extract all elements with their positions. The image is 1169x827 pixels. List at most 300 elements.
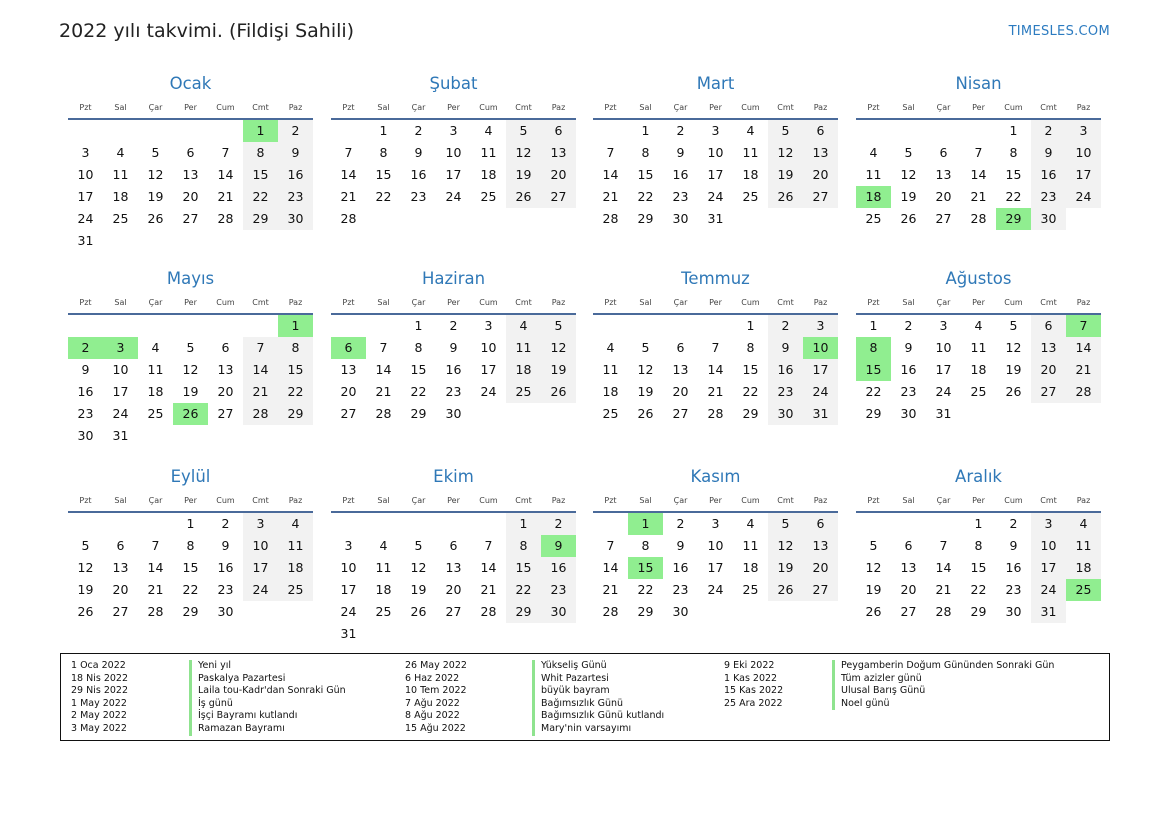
day-cell[interactable]: 11 [1066, 535, 1101, 557]
day-cell[interactable]: 28 [375, 406, 392, 421]
day-cell[interactable]: 10 [77, 167, 94, 182]
day-cell[interactable]: 1 [746, 318, 755, 333]
day-cell[interactable]: 28 [340, 211, 357, 226]
day-cell[interactable]: 4 [151, 340, 160, 355]
day-cell[interactable]: 18 [375, 582, 392, 597]
day-cell[interactable]: 3 [243, 513, 278, 535]
day-cell[interactable]: 4 [974, 318, 983, 333]
day-cell[interactable]: 3 [449, 123, 458, 138]
day-cell[interactable]: 31 [340, 626, 357, 641]
day-cell[interactable]: 25 [147, 406, 164, 421]
day-cell[interactable]: 11 [506, 337, 541, 359]
day-cell[interactable]: 18 [742, 560, 759, 575]
holiday-day-cell[interactable]: 8 [856, 337, 891, 359]
holiday-day-cell[interactable]: 15 [628, 557, 663, 579]
day-cell[interactable]: 14 [147, 560, 164, 575]
day-cell[interactable]: 31 [707, 211, 724, 226]
day-cell[interactable]: 20 [1031, 359, 1066, 381]
day-cell[interactable]: 27 [1031, 381, 1066, 403]
day-cell[interactable]: 10 [707, 145, 724, 160]
day-cell[interactable]: 26 [506, 186, 541, 208]
day-cell[interactable]: 26 [768, 186, 803, 208]
day-cell[interactable]: 12 [182, 362, 199, 377]
day-cell[interactable]: 20 [217, 384, 234, 399]
day-cell[interactable]: 13 [935, 167, 952, 182]
day-cell[interactable]: 13 [803, 535, 838, 557]
day-cell[interactable]: 12 [768, 142, 803, 164]
day-cell[interactable]: 26 [900, 211, 917, 226]
day-cell[interactable]: 27 [340, 406, 357, 421]
day-cell[interactable]: 26 [1005, 384, 1022, 399]
day-cell[interactable]: 10 [243, 535, 278, 557]
day-cell[interactable]: 29 [865, 406, 882, 421]
day-cell[interactable]: 29 [182, 604, 199, 619]
day-cell[interactable]: 28 [1066, 381, 1101, 403]
day-cell[interactable]: 8 [243, 142, 278, 164]
day-cell[interactable]: 9 [676, 145, 685, 160]
day-cell[interactable]: 17 [77, 189, 94, 204]
day-cell[interactable]: 9 [449, 340, 458, 355]
holiday-day-cell[interactable]: 9 [541, 535, 576, 557]
day-cell[interactable]: 25 [112, 211, 129, 226]
day-cell[interactable]: 7 [243, 337, 278, 359]
day-cell[interactable]: 5 [869, 538, 878, 553]
day-cell[interactable]: 24 [445, 189, 462, 204]
day-cell[interactable]: 20 [803, 164, 838, 186]
day-cell[interactable]: 24 [1031, 579, 1066, 601]
holiday-day-cell[interactable]: 1 [628, 513, 663, 535]
day-cell[interactable]: 14 [217, 167, 234, 182]
day-cell[interactable]: 24 [707, 189, 724, 204]
day-cell[interactable]: 11 [970, 340, 987, 355]
day-cell[interactable]: 11 [375, 560, 392, 575]
day-cell[interactable]: 15 [375, 167, 392, 182]
day-cell[interactable]: 16 [410, 167, 427, 182]
day-cell[interactable]: 25 [602, 406, 619, 421]
day-cell[interactable]: 19 [541, 359, 576, 381]
day-cell[interactable]: 30 [217, 604, 234, 619]
day-cell[interactable]: 19 [865, 582, 882, 597]
day-cell[interactable]: 13 [803, 142, 838, 164]
day-cell[interactable]: 16 [1005, 560, 1022, 575]
day-cell[interactable]: 25 [970, 384, 987, 399]
day-cell[interactable]: 5 [506, 120, 541, 142]
day-cell[interactable]: 10 [112, 362, 129, 377]
day-cell[interactable]: 21 [935, 582, 952, 597]
day-cell[interactable]: 21 [1066, 359, 1101, 381]
day-cell[interactable]: 14 [243, 359, 278, 381]
day-cell[interactable]: 5 [768, 120, 803, 142]
day-cell[interactable]: 3 [81, 145, 90, 160]
day-cell[interactable]: 31 [1031, 601, 1066, 623]
day-cell[interactable]: 5 [151, 145, 160, 160]
day-cell[interactable]: 7 [221, 145, 230, 160]
day-cell[interactable]: 17 [707, 560, 724, 575]
day-cell[interactable]: 8 [506, 535, 541, 557]
day-cell[interactable]: 2 [449, 318, 458, 333]
day-cell[interactable]: 9 [278, 142, 313, 164]
day-cell[interactable]: 23 [672, 189, 689, 204]
day-cell[interactable]: 2 [541, 513, 576, 535]
day-cell[interactable]: 28 [602, 211, 619, 226]
day-cell[interactable]: 5 [904, 145, 913, 160]
day-cell[interactable]: 14 [602, 560, 619, 575]
day-cell[interactable]: 18 [1066, 557, 1101, 579]
day-cell[interactable]: 8 [974, 538, 983, 553]
day-cell[interactable]: 25 [742, 189, 759, 204]
day-cell[interactable]: 2 [414, 123, 423, 138]
day-cell[interactable]: 27 [182, 211, 199, 226]
day-cell[interactable]: 24 [77, 211, 94, 226]
holiday-day-cell[interactable]: 15 [856, 359, 891, 381]
day-cell[interactable]: 28 [602, 604, 619, 619]
day-cell[interactable]: 24 [803, 381, 838, 403]
day-cell[interactable]: 4 [484, 123, 493, 138]
day-cell[interactable]: 24 [340, 604, 357, 619]
day-cell[interactable]: 30 [445, 406, 462, 421]
day-cell[interactable]: 8 [379, 145, 388, 160]
day-cell[interactable]: 3 [1066, 120, 1101, 142]
day-cell[interactable]: 10 [340, 560, 357, 575]
day-cell[interactable]: 28 [147, 604, 164, 619]
day-cell[interactable]: 20 [112, 582, 129, 597]
day-cell[interactable]: 29 [278, 403, 313, 425]
day-cell[interactable]: 12 [768, 535, 803, 557]
day-cell[interactable]: 11 [742, 145, 759, 160]
day-cell[interactable]: 6 [541, 120, 576, 142]
day-cell[interactable]: 29 [970, 604, 987, 619]
day-cell[interactable]: 22 [278, 381, 313, 403]
day-cell[interactable]: 4 [746, 123, 755, 138]
day-cell[interactable]: 15 [278, 359, 313, 381]
day-cell[interactable]: 29 [506, 601, 541, 623]
day-cell[interactable]: 4 [379, 538, 388, 553]
day-cell[interactable]: 22 [637, 189, 654, 204]
day-cell[interactable]: 31 [935, 406, 952, 421]
day-cell[interactable]: 25 [278, 579, 313, 601]
day-cell[interactable]: 17 [445, 167, 462, 182]
day-cell[interactable]: 19 [506, 164, 541, 186]
day-cell[interactable]: 11 [112, 167, 129, 182]
day-cell[interactable]: 12 [77, 560, 94, 575]
day-cell[interactable]: 22 [637, 582, 654, 597]
day-cell[interactable]: 26 [410, 604, 427, 619]
day-cell[interactable]: 15 [970, 560, 987, 575]
day-cell[interactable]: 25 [742, 582, 759, 597]
day-cell[interactable]: 19 [182, 384, 199, 399]
day-cell[interactable]: 28 [480, 604, 497, 619]
day-cell[interactable]: 21 [243, 381, 278, 403]
day-cell[interactable]: 10 [935, 340, 952, 355]
day-cell[interactable]: 6 [449, 538, 458, 553]
day-cell[interactable]: 1 [1009, 123, 1018, 138]
day-cell[interactable]: 16 [278, 164, 313, 186]
day-cell[interactable]: 8 [278, 337, 313, 359]
day-cell[interactable]: 5 [81, 538, 90, 553]
day-cell[interactable]: 27 [803, 186, 838, 208]
day-cell[interactable]: 21 [707, 384, 724, 399]
day-cell[interactable]: 26 [768, 579, 803, 601]
day-cell[interactable]: 6 [1031, 315, 1066, 337]
holiday-day-cell[interactable]: 6 [331, 337, 366, 359]
day-cell[interactable]: 2 [768, 315, 803, 337]
day-cell[interactable]: 19 [768, 557, 803, 579]
day-cell[interactable]: 12 [865, 560, 882, 575]
holiday-day-cell[interactable]: 1 [278, 315, 313, 337]
day-cell[interactable]: 21 [970, 189, 987, 204]
day-cell[interactable]: 16 [900, 362, 917, 377]
day-cell[interactable]: 22 [970, 582, 987, 597]
holiday-day-cell[interactable]: 1 [243, 120, 278, 142]
day-cell[interactable]: 22 [742, 384, 759, 399]
day-cell[interactable]: 5 [541, 315, 576, 337]
day-cell[interactable]: 21 [375, 384, 392, 399]
day-cell[interactable]: 31 [803, 403, 838, 425]
holiday-day-cell[interactable]: 10 [803, 337, 838, 359]
day-cell[interactable]: 14 [340, 167, 357, 182]
day-cell[interactable]: 23 [1031, 186, 1066, 208]
day-cell[interactable]: 2 [1031, 120, 1066, 142]
day-cell[interactable]: 5 [641, 340, 650, 355]
day-cell[interactable]: 19 [900, 189, 917, 204]
day-cell[interactable]: 18 [278, 557, 313, 579]
day-cell[interactable]: 23 [278, 186, 313, 208]
day-cell[interactable]: 27 [803, 579, 838, 601]
day-cell[interactable]: 28 [935, 604, 952, 619]
day-cell[interactable]: 2 [676, 516, 685, 531]
day-cell[interactable]: 19 [77, 582, 94, 597]
day-cell[interactable]: 3 [803, 315, 838, 337]
day-cell[interactable]: 2 [221, 516, 230, 531]
day-cell[interactable]: 18 [112, 189, 129, 204]
day-cell[interactable]: 22 [375, 189, 392, 204]
day-cell[interactable]: 27 [541, 186, 576, 208]
day-cell[interactable]: 29 [742, 406, 759, 421]
day-cell[interactable]: 28 [970, 211, 987, 226]
day-cell[interactable]: 30 [1031, 208, 1066, 230]
day-cell[interactable]: 27 [217, 406, 234, 421]
day-cell[interactable]: 7 [711, 340, 720, 355]
day-cell[interactable]: 12 [637, 362, 654, 377]
day-cell[interactable]: 16 [445, 362, 462, 377]
day-cell[interactable]: 26 [637, 406, 654, 421]
day-cell[interactable]: 6 [116, 538, 125, 553]
day-cell[interactable]: 19 [768, 164, 803, 186]
day-cell[interactable]: 14 [375, 362, 392, 377]
day-cell[interactable]: 30 [672, 211, 689, 226]
day-cell[interactable]: 9 [221, 538, 230, 553]
day-cell[interactable]: 8 [641, 145, 650, 160]
day-cell[interactable]: 11 [742, 538, 759, 553]
day-cell[interactable]: 23 [410, 189, 427, 204]
day-cell[interactable]: 7 [974, 145, 983, 160]
day-cell[interactable]: 12 [506, 142, 541, 164]
day-cell[interactable]: 5 [414, 538, 423, 553]
day-cell[interactable]: 2 [278, 120, 313, 142]
day-cell[interactable]: 27 [935, 211, 952, 226]
day-cell[interactable]: 6 [221, 340, 230, 355]
day-cell[interactable]: 3 [344, 538, 353, 553]
day-cell[interactable]: 7 [606, 538, 615, 553]
day-cell[interactable]: 17 [480, 362, 497, 377]
day-cell[interactable]: 15 [506, 557, 541, 579]
day-cell[interactable]: 12 [900, 167, 917, 182]
day-cell[interactable]: 17 [803, 359, 838, 381]
day-cell[interactable]: 18 [506, 359, 541, 381]
day-cell[interactable]: 15 [410, 362, 427, 377]
day-cell[interactable]: 19 [147, 189, 164, 204]
day-cell[interactable]: 2 [904, 318, 913, 333]
day-cell[interactable]: 28 [707, 406, 724, 421]
day-cell[interactable]: 20 [935, 189, 952, 204]
day-cell[interactable]: 15 [637, 167, 654, 182]
day-cell[interactable]: 16 [1031, 164, 1066, 186]
day-cell[interactable]: 5 [768, 513, 803, 535]
day-cell[interactable]: 23 [768, 381, 803, 403]
day-cell[interactable]: 14 [970, 167, 987, 182]
day-cell[interactable]: 10 [707, 538, 724, 553]
day-cell[interactable]: 31 [112, 428, 129, 443]
day-cell[interactable]: 24 [1066, 186, 1101, 208]
day-cell[interactable]: 14 [480, 560, 497, 575]
day-cell[interactable]: 15 [182, 560, 199, 575]
day-cell[interactable]: 4 [1066, 513, 1101, 535]
day-cell[interactable]: 20 [672, 384, 689, 399]
day-cell[interactable]: 1 [641, 123, 650, 138]
day-cell[interactable]: 6 [803, 513, 838, 535]
day-cell[interactable]: 16 [217, 560, 234, 575]
day-cell[interactable]: 4 [869, 145, 878, 160]
day-cell[interactable]: 13 [112, 560, 129, 575]
day-cell[interactable]: 26 [77, 604, 94, 619]
day-cell[interactable]: 23 [445, 384, 462, 399]
day-cell[interactable]: 23 [1005, 582, 1022, 597]
day-cell[interactable]: 6 [676, 340, 685, 355]
holiday-day-cell[interactable]: 3 [103, 337, 138, 359]
day-cell[interactable]: 25 [480, 189, 497, 204]
day-cell[interactable]: 13 [541, 142, 576, 164]
day-cell[interactable]: 6 [186, 145, 195, 160]
day-cell[interactable]: 29 [410, 406, 427, 421]
day-cell[interactable]: 11 [147, 362, 164, 377]
day-cell[interactable]: 6 [803, 120, 838, 142]
day-cell[interactable]: 22 [182, 582, 199, 597]
day-cell[interactable]: 24 [707, 582, 724, 597]
day-cell[interactable]: 6 [904, 538, 913, 553]
day-cell[interactable]: 7 [484, 538, 493, 553]
day-cell[interactable]: 8 [641, 538, 650, 553]
day-cell[interactable]: 18 [742, 167, 759, 182]
day-cell[interactable]: 5 [186, 340, 195, 355]
day-cell[interactable]: 13 [672, 362, 689, 377]
day-cell[interactable]: 13 [445, 560, 462, 575]
day-cell[interactable]: 22 [410, 384, 427, 399]
day-cell[interactable]: 17 [340, 582, 357, 597]
day-cell[interactable]: 15 [742, 362, 759, 377]
day-cell[interactable]: 16 [768, 359, 803, 381]
day-cell[interactable]: 18 [602, 384, 619, 399]
day-cell[interactable]: 1 [506, 513, 541, 535]
day-cell[interactable]: 3 [711, 123, 720, 138]
day-cell[interactable]: 11 [865, 167, 882, 182]
day-cell[interactable]: 18 [147, 384, 164, 399]
day-cell[interactable]: 9 [676, 538, 685, 553]
day-cell[interactable]: 23 [541, 579, 576, 601]
day-cell[interactable]: 13 [1031, 337, 1066, 359]
day-cell[interactable]: 20 [900, 582, 917, 597]
day-cell[interactable]: 11 [480, 145, 497, 160]
day-cell[interactable]: 3 [939, 318, 948, 333]
day-cell[interactable]: 1 [379, 123, 388, 138]
day-cell[interactable]: 8 [414, 340, 423, 355]
day-cell[interactable]: 18 [480, 167, 497, 182]
day-cell[interactable]: 6 [939, 145, 948, 160]
day-cell[interactable]: 15 [243, 164, 278, 186]
day-cell[interactable]: 17 [1066, 164, 1101, 186]
day-cell[interactable]: 21 [480, 582, 497, 597]
day-cell[interactable]: 7 [939, 538, 948, 553]
day-cell[interactable]: 30 [541, 601, 576, 623]
day-cell[interactable]: 20 [445, 582, 462, 597]
day-cell[interactable]: 24 [112, 406, 129, 421]
day-cell[interactable]: 16 [672, 560, 689, 575]
day-cell[interactable]: 16 [77, 384, 94, 399]
day-cell[interactable]: 15 [1005, 167, 1022, 182]
day-cell[interactable]: 14 [602, 167, 619, 182]
day-cell[interactable]: 22 [865, 384, 882, 399]
day-cell[interactable]: 12 [541, 337, 576, 359]
day-cell[interactable]: 30 [768, 403, 803, 425]
day-cell[interactable]: 27 [112, 604, 129, 619]
day-cell[interactable]: 30 [672, 604, 689, 619]
day-cell[interactable]: 1 [414, 318, 423, 333]
day-cell[interactable]: 17 [112, 384, 129, 399]
day-cell[interactable]: 9 [81, 362, 90, 377]
day-cell[interactable]: 26 [541, 381, 576, 403]
day-cell[interactable]: 20 [541, 164, 576, 186]
day-cell[interactable]: 8 [746, 340, 755, 355]
day-cell[interactable]: 25 [506, 381, 541, 403]
day-cell[interactable]: 9 [1031, 142, 1066, 164]
holiday-day-cell[interactable]: 26 [173, 403, 208, 425]
day-cell[interactable]: 24 [480, 384, 497, 399]
day-cell[interactable]: 14 [707, 362, 724, 377]
day-cell[interactable]: 19 [1005, 362, 1022, 377]
day-cell[interactable]: 22 [506, 579, 541, 601]
day-cell[interactable]: 7 [151, 538, 160, 553]
day-cell[interactable]: 17 [935, 362, 952, 377]
day-cell[interactable]: 17 [243, 557, 278, 579]
day-cell[interactable]: 20 [340, 384, 357, 399]
holiday-day-cell[interactable]: 29 [996, 208, 1031, 230]
day-cell[interactable]: 14 [935, 560, 952, 575]
day-cell[interactable]: 3 [484, 318, 493, 333]
day-cell[interactable]: 10 [1066, 142, 1101, 164]
day-cell[interactable]: 9 [768, 337, 803, 359]
day-cell[interactable]: 21 [340, 189, 357, 204]
day-cell[interactable]: 4 [116, 145, 125, 160]
day-cell[interactable]: 3 [711, 516, 720, 531]
day-cell[interactable]: 16 [672, 167, 689, 182]
holiday-day-cell[interactable]: 7 [1066, 315, 1101, 337]
day-cell[interactable]: 16 [541, 557, 576, 579]
day-cell[interactable]: 24 [935, 384, 952, 399]
day-cell[interactable]: 23 [77, 406, 94, 421]
day-cell[interactable]: 10 [1031, 535, 1066, 557]
day-cell[interactable]: 9 [904, 340, 913, 355]
day-cell[interactable]: 28 [217, 211, 234, 226]
day-cell[interactable]: 1 [974, 516, 983, 531]
